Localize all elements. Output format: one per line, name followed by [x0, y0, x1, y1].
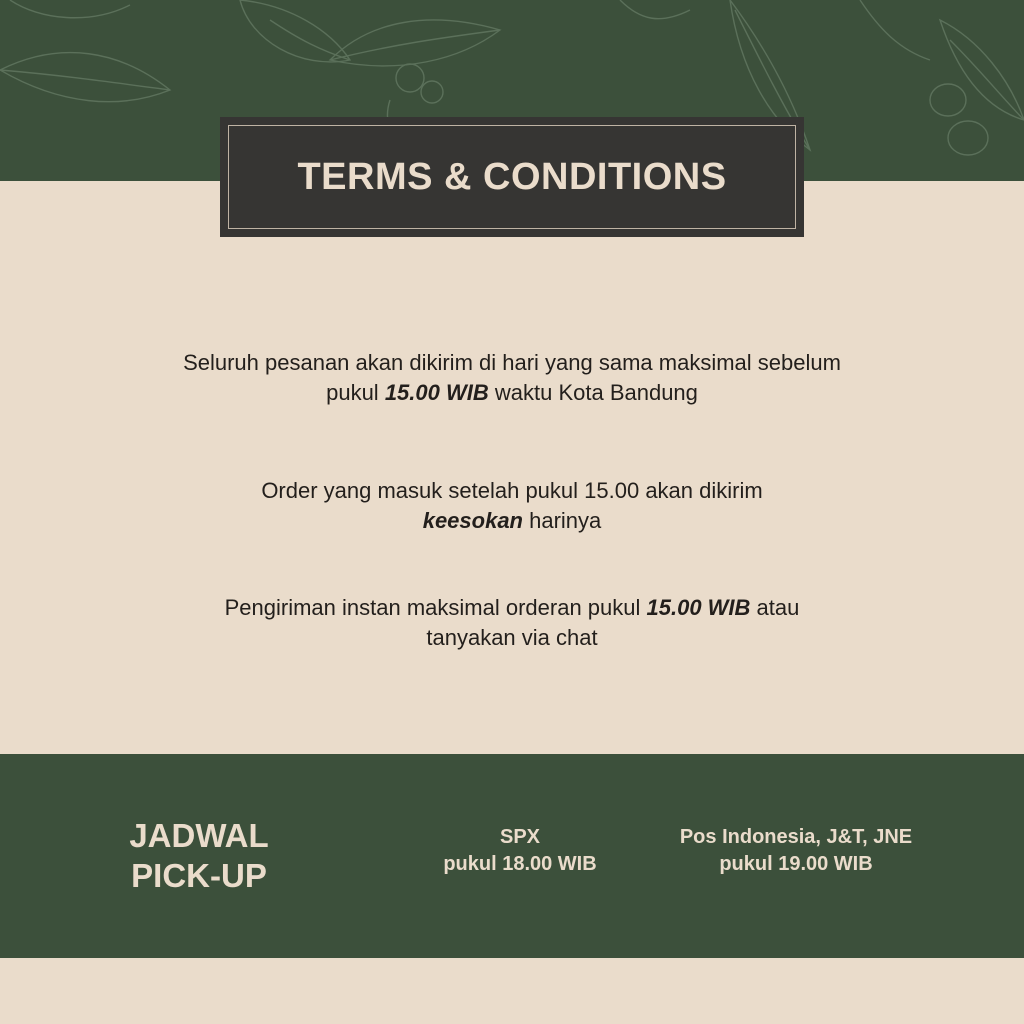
term-text — [0, 593, 1024, 623]
term-item-next-day — [0, 476, 1024, 536]
term-highlight: 15.00 WIB — [384, 380, 489, 405]
term-text-part: pukul — [326, 380, 385, 405]
courier-name: Pos Indonesia, J&T, JNE — [679, 826, 913, 848]
term-item-same-day — [0, 348, 1024, 408]
term-highlight: 15.00 WIB — [646, 595, 751, 620]
term-highlight: keesokan — [422, 508, 523, 533]
courier-name: SPX — [499, 826, 541, 848]
title-frame — [228, 125, 796, 229]
term-text: Seluruh pesanan akan dikirim di hari yang sama maksimal sebelum — [183, 350, 841, 375]
pickup-title-line: JADWAL — [129, 817, 269, 854]
pickup-band — [0, 754, 1024, 958]
term-item-instant — [0, 593, 1024, 653]
term-text-part: Pengiriman instan maksimal orderan pukul — [224, 595, 647, 620]
term-text — [0, 506, 1024, 536]
term-text-part: atau — [750, 595, 800, 620]
term-text: tanyakan via chat — [426, 625, 598, 650]
term-text: Order yang masuk setelah pukul 15.00 akan dikirim — [261, 478, 763, 503]
courier-spx — [410, 824, 630, 878]
title-box — [220, 117, 804, 237]
pickup-title-line: PICK-UP — [131, 857, 267, 894]
term-text-part: harinya — [523, 508, 602, 533]
term-text-part: waktu Kota Bandung — [488, 380, 698, 405]
courier-time: pukul 19.00 WIB — [719, 853, 873, 875]
courier-pos-jnt-jne — [646, 824, 946, 878]
term-text — [0, 378, 1024, 408]
courier-time: pukul 18.00 WIB — [443, 853, 597, 875]
pickup-title — [84, 816, 314, 896]
page-title: TERMS & CONDITIONS — [297, 155, 727, 198]
